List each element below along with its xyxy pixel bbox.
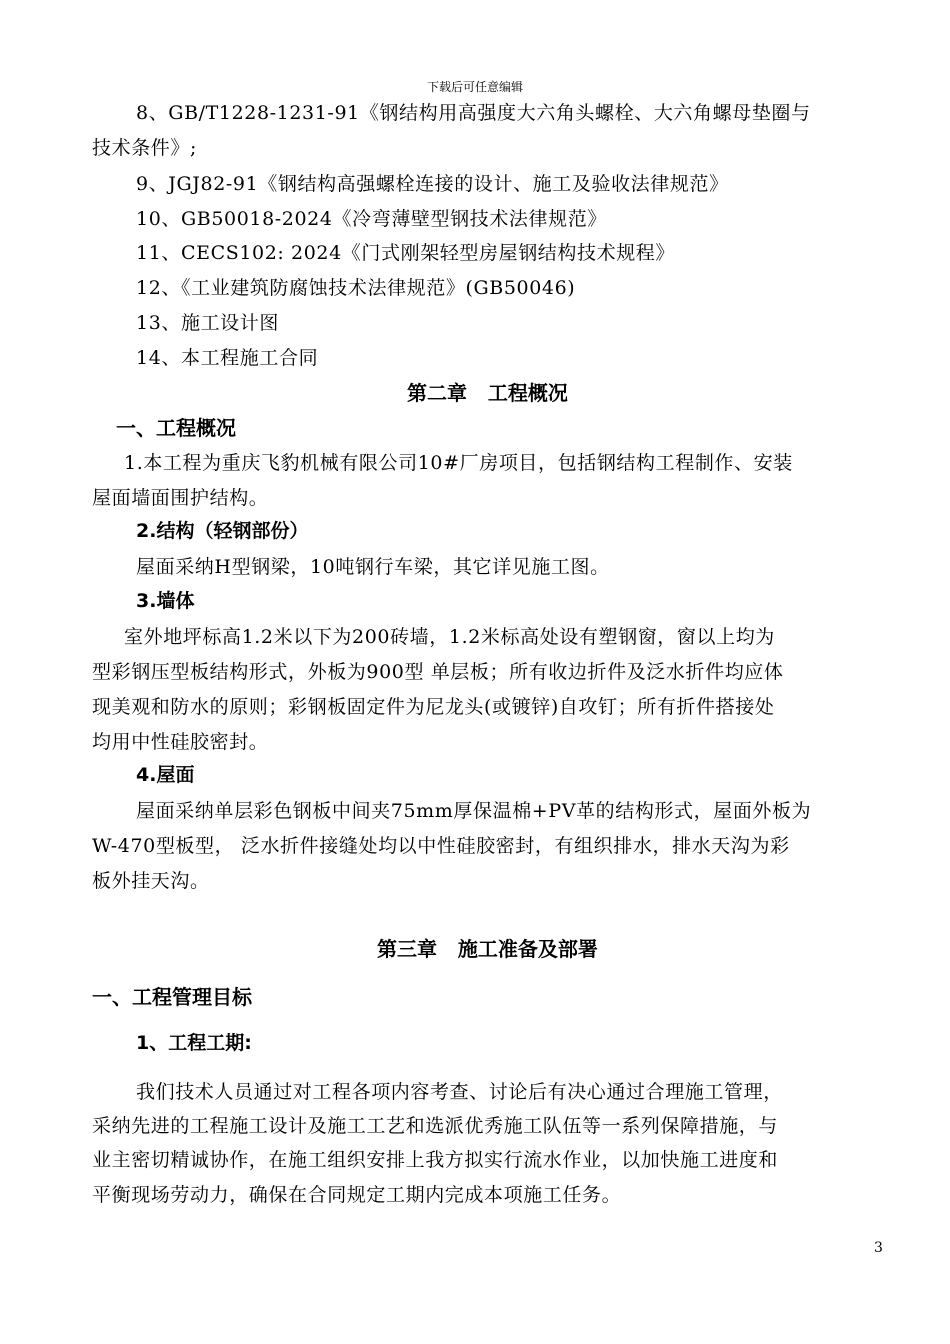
reference-line: 8、GB/T1228-1231-91《钢结构用高强度大六角头螺栓、大六角螺母垫圈与 — [136, 102, 811, 124]
paragraph-line: 采纳先进的工程施工设计及施工工艺和选派优秀施工队伍等一系列保障措施，与 — [92, 1115, 779, 1137]
subsection-heading: 2.结构（轻钢部份） — [136, 520, 309, 542]
paragraph-line: 室外地坪标高1.2米以下为200砖墙，1.2米标高处设有塑钢窗，窗以上均为 — [124, 626, 775, 648]
reference-line: 12、《工业建筑防腐蚀技术法律规范》(GB50046) — [136, 277, 576, 299]
reference-line: 9、JGJ82-91《钢结构高强螺栓连接的设计、施工及验收法律规范》 — [136, 173, 729, 195]
paragraph-line: 平衡现场劳动力，确保在合同规定工期内完成本项施工任务。 — [92, 1184, 622, 1206]
paragraph-line: 屋面采纳单层彩色钢板中间夹75mm厚保温棉+PV革的结构形式，屋面外板为 — [136, 800, 812, 822]
reference-line: 10、GB50018-2024《冷弯薄壁型钢技术法律规范》 — [136, 208, 607, 230]
paragraph-line: 均用中性硅胶密封。 — [92, 731, 269, 753]
section-heading: 一、工程管理目标 — [92, 985, 252, 1009]
chapter-title: 第二章 工程概况 — [407, 381, 568, 405]
reference-line: 技术条件》; — [92, 137, 198, 159]
paragraph-line: W-470型板型， 泛水折件接缝处均以中性硅胶密封，有组织排水，排水天沟为彩 — [92, 835, 790, 857]
paragraph-line: 1.本工程为重庆飞豹机械有限公司10#厂房项目，包括钢结构工程制作、安装 — [124, 452, 793, 474]
paragraph-line: 屋面采纳H型钢梁，10吨钢行车梁，其它详见施工图。 — [136, 556, 610, 578]
subsection-heading: 3.墙体 — [136, 590, 195, 612]
section-heading: 一、工程概况 — [116, 416, 236, 440]
header-note: 下载后可任意编辑 — [426, 80, 523, 94]
subsection-heading: 1、工程工期: — [136, 1032, 252, 1054]
reference-line: 14、本工程施工合同 — [136, 347, 319, 369]
reference-line: 11、CECS102: 2024《门式刚架轻型房屋钢结构技术规程》 — [136, 242, 675, 264]
paragraph-line: 型彩钢压型板结构形式，外板为900型 单层板；所有收边折件及泛水折件均应体 — [92, 661, 784, 683]
page-number: 3 — [874, 1240, 883, 1256]
reference-line: 13、施工设计图 — [136, 312, 279, 334]
chapter-title: 第三章 施工准备及部署 — [377, 937, 598, 961]
paragraph-line: 屋面墙面围护结构。 — [92, 487, 269, 509]
subsection-heading: 4.屋面 — [136, 764, 195, 786]
paragraph-line: 业主密切精诚协作，在施工组织安排上我方拟实行流水作业，以加快施工进度和 — [92, 1149, 779, 1171]
paragraph-line: 板外挂天沟。 — [92, 870, 210, 892]
paragraph-line: 我们技术人员通过对工程各项内容考查、讨论后有决心通过合理施工管理， — [136, 1081, 783, 1103]
paragraph-line: 现美观和防水的原则；彩钢板固定件为尼龙头(或镀锌)自攻钉；所有折件搭接处 — [92, 696, 775, 718]
